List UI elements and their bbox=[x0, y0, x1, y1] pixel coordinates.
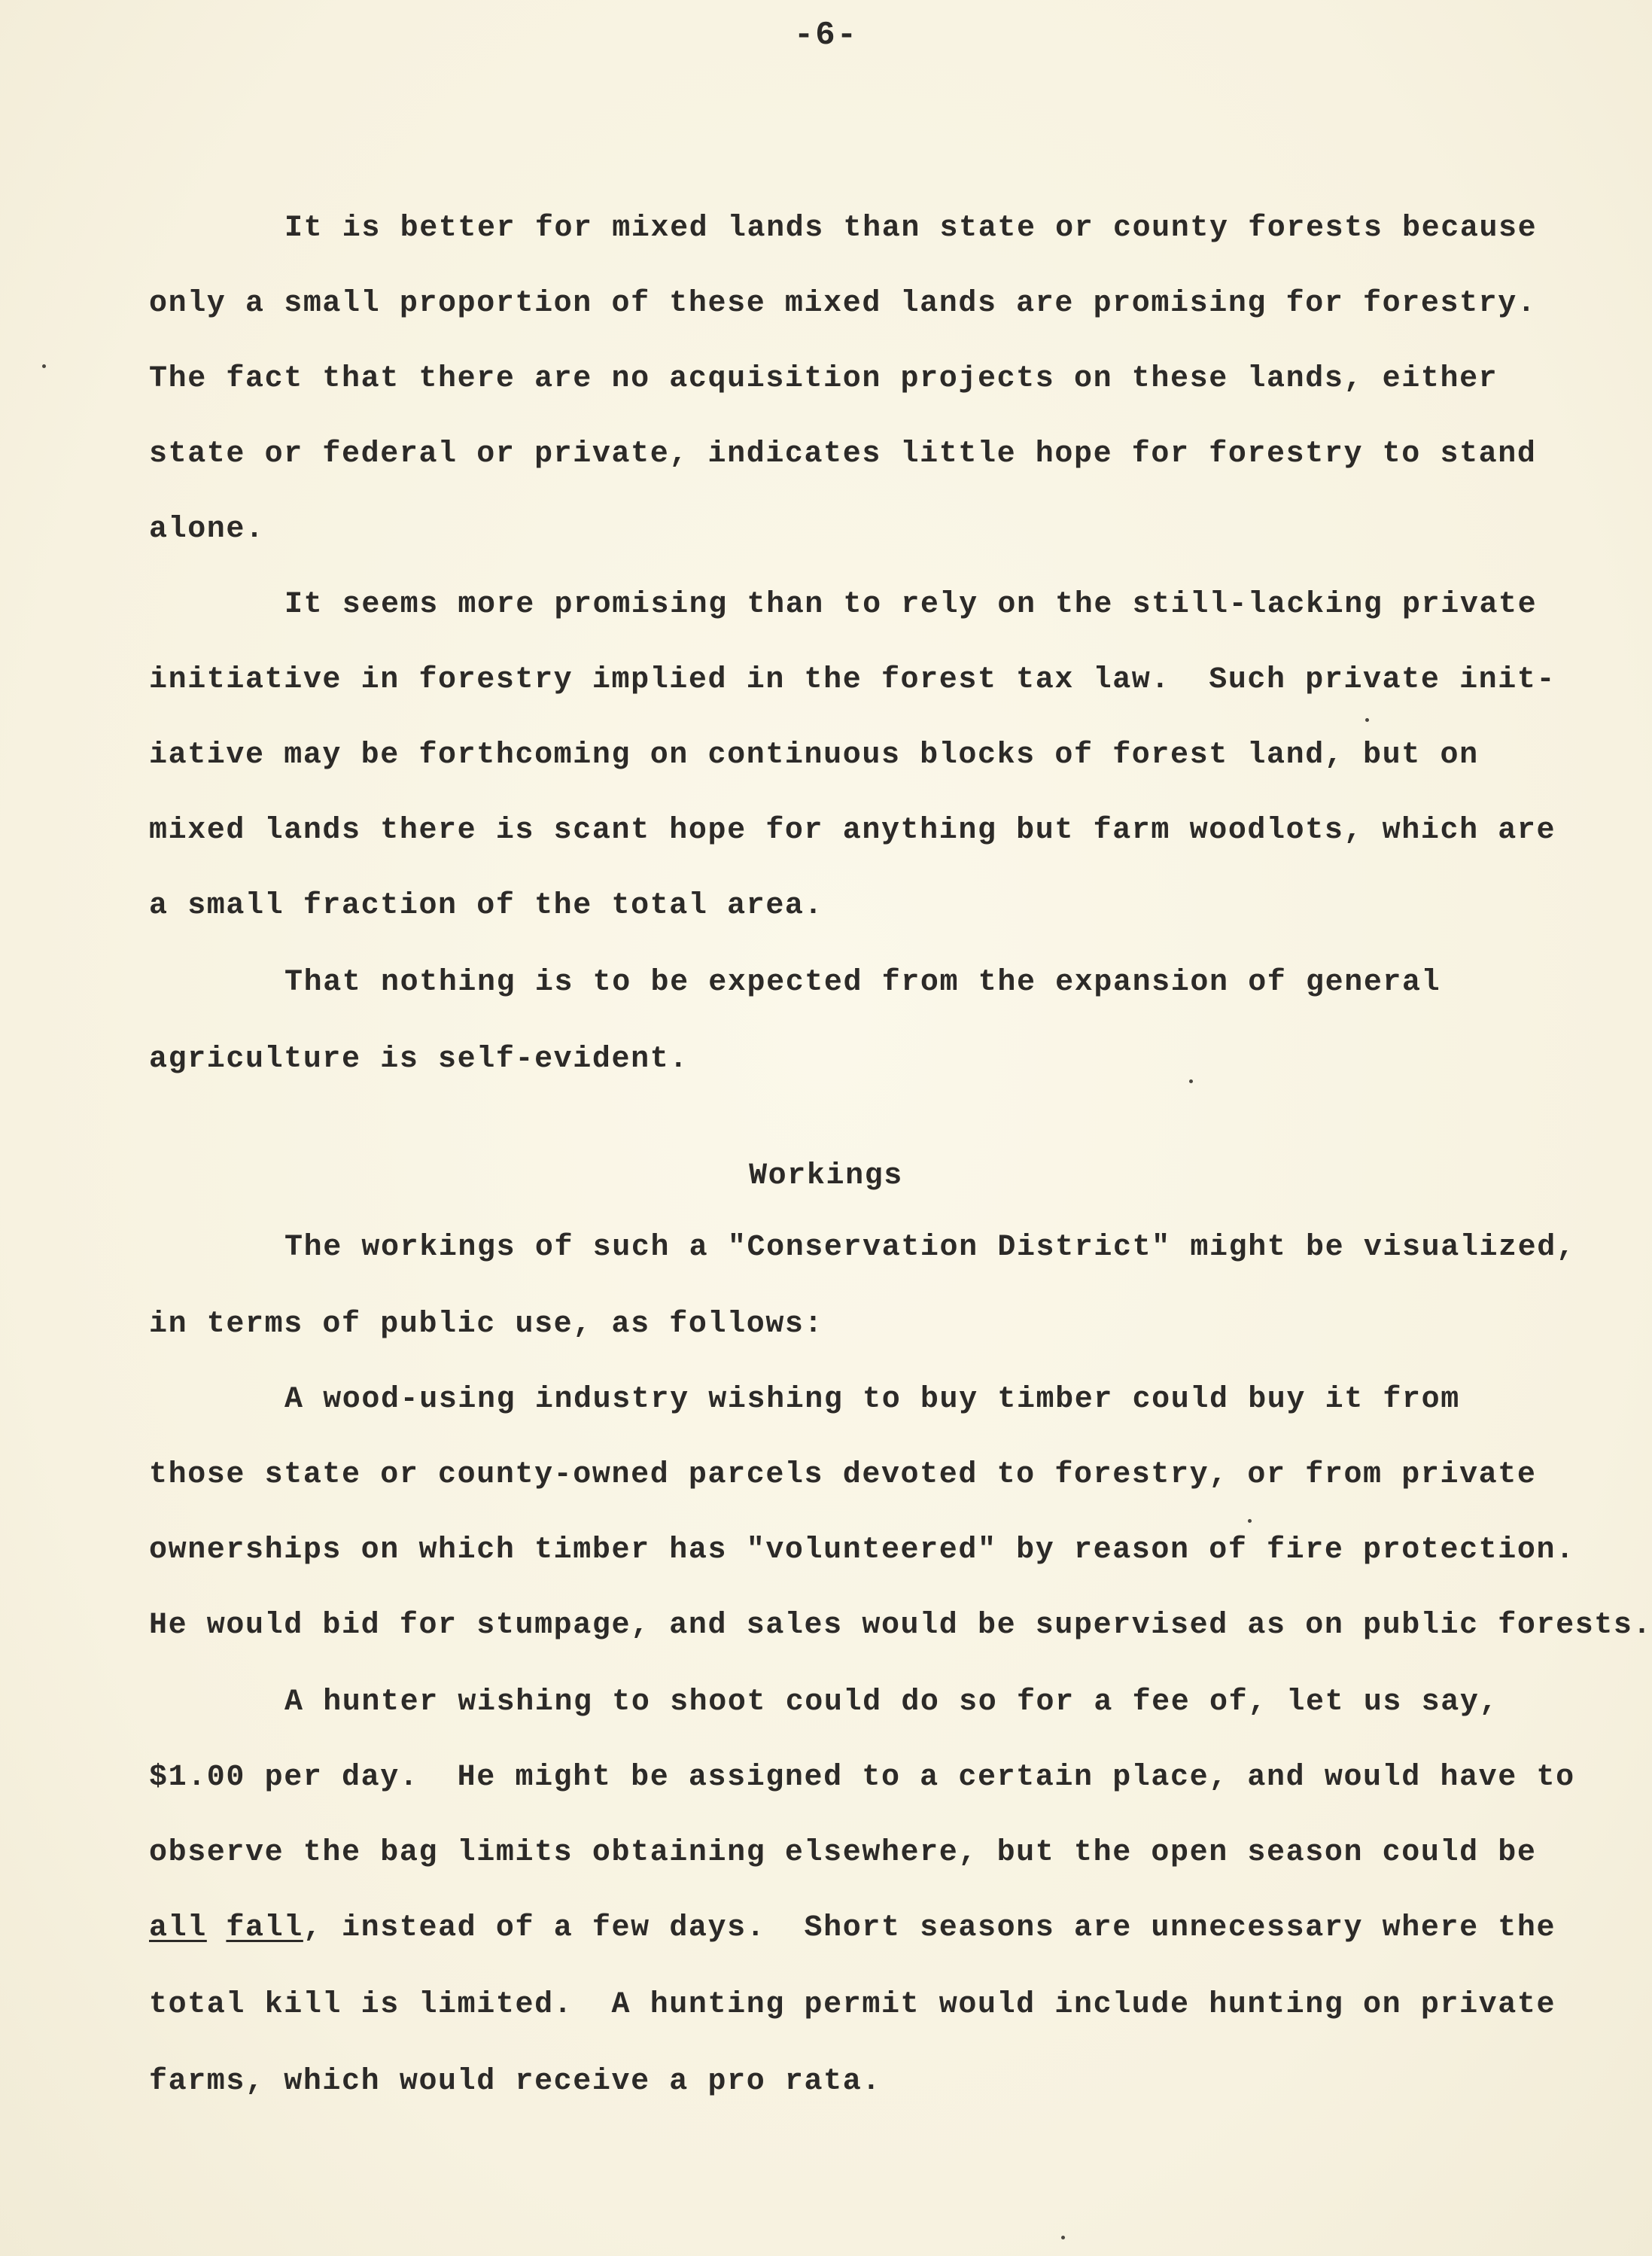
paragraph-5-line-4: He would bid for stumpage, and sales would be supervised as on public forests. bbox=[149, 1609, 1652, 1643]
paragraph-6-line-6: farms, which would receive a pro rata. bbox=[149, 2065, 881, 2099]
paragraph-6-line-3: observe the bag limits obtaining elsewhere, but the open season could be bbox=[149, 1836, 1537, 1870]
paragraph-6-line-4-rest: , instead of a few days. Short seasons are unnecessary where the bbox=[303, 1911, 1556, 1945]
paragraph-5-line-3: ownerships on which timber has "volunteered" by reason of fire protection. bbox=[149, 1533, 1575, 1567]
paragraph-2-line-1: It seems more promising than to rely on the still-lacking private bbox=[284, 588, 1538, 622]
paper-speck bbox=[1061, 2236, 1065, 2239]
paragraph-5-line-2: those state or county-owned parcels devoted to forestry, or from private bbox=[149, 1458, 1537, 1492]
paper-speck bbox=[1248, 1519, 1252, 1523]
paragraph-2-line-2: initiative in forestry implied in the forest tax law. Such private init- bbox=[149, 663, 1556, 697]
paragraph-2-line-3: iative may be forthcoming on continuous blocks of forest land, but on bbox=[149, 738, 1479, 772]
paragraph-1-line-4: state or federal or private, indicates little hope for forestry to stand bbox=[149, 437, 1537, 471]
paragraph-4-line-1: The workings of such a "Conservation District" might be visualized, bbox=[284, 1231, 1576, 1265]
paragraph-2-line-5: a small fraction of the total area. bbox=[149, 889, 824, 923]
section-heading: Workings bbox=[749, 1159, 903, 1193]
paragraph-6-line-2: $1.00 per day. He might be assigned to a certain place, and would have to bbox=[149, 1761, 1575, 1795]
paragraph-2-line-4: mixed lands there is scant hope for anything but farm woodlots, which are bbox=[149, 814, 1556, 848]
underlined-word-all: all bbox=[149, 1911, 207, 1945]
paragraph-6-line-1: A hunter wishing to shoot could do so for a fee of, let us say, bbox=[284, 1685, 1499, 1719]
paragraph-1-line-3: The fact that there are no acquisition projects on these lands, either bbox=[149, 362, 1498, 396]
paragraph-1-line-1: It is better for mixed lands than state or county forests because bbox=[284, 212, 1538, 245]
paragraph-5-line-1: A wood-using industry wishing to buy timber could buy it from bbox=[284, 1383, 1460, 1417]
paper-speck bbox=[42, 364, 46, 368]
paragraph-3-line-1: That nothing is to be expected from the expansion of general bbox=[284, 966, 1441, 1000]
page-number: -6- bbox=[793, 17, 859, 54]
paragraph-3-line-2: agriculture is self-evident. bbox=[149, 1043, 689, 1076]
paragraph-6-line-4 bbox=[149, 1913, 1556, 1944]
paragraph-6-line-5: total kill is limited. A hunting permit would include hunting on private bbox=[149, 1988, 1556, 2022]
paper-speck bbox=[1189, 1079, 1193, 1083]
paragraph-1-line-2: only a small proportion of these mixed lands are promising for forestry. bbox=[149, 287, 1537, 321]
paragraph-4-line-2: in terms of public use, as follows: bbox=[149, 1308, 824, 1341]
paper-speck bbox=[1365, 718, 1369, 722]
underlined-word-fall: fall bbox=[226, 1911, 303, 1945]
paragraph-1-line-5: alone. bbox=[149, 513, 265, 546]
word-space bbox=[207, 1911, 227, 1945]
